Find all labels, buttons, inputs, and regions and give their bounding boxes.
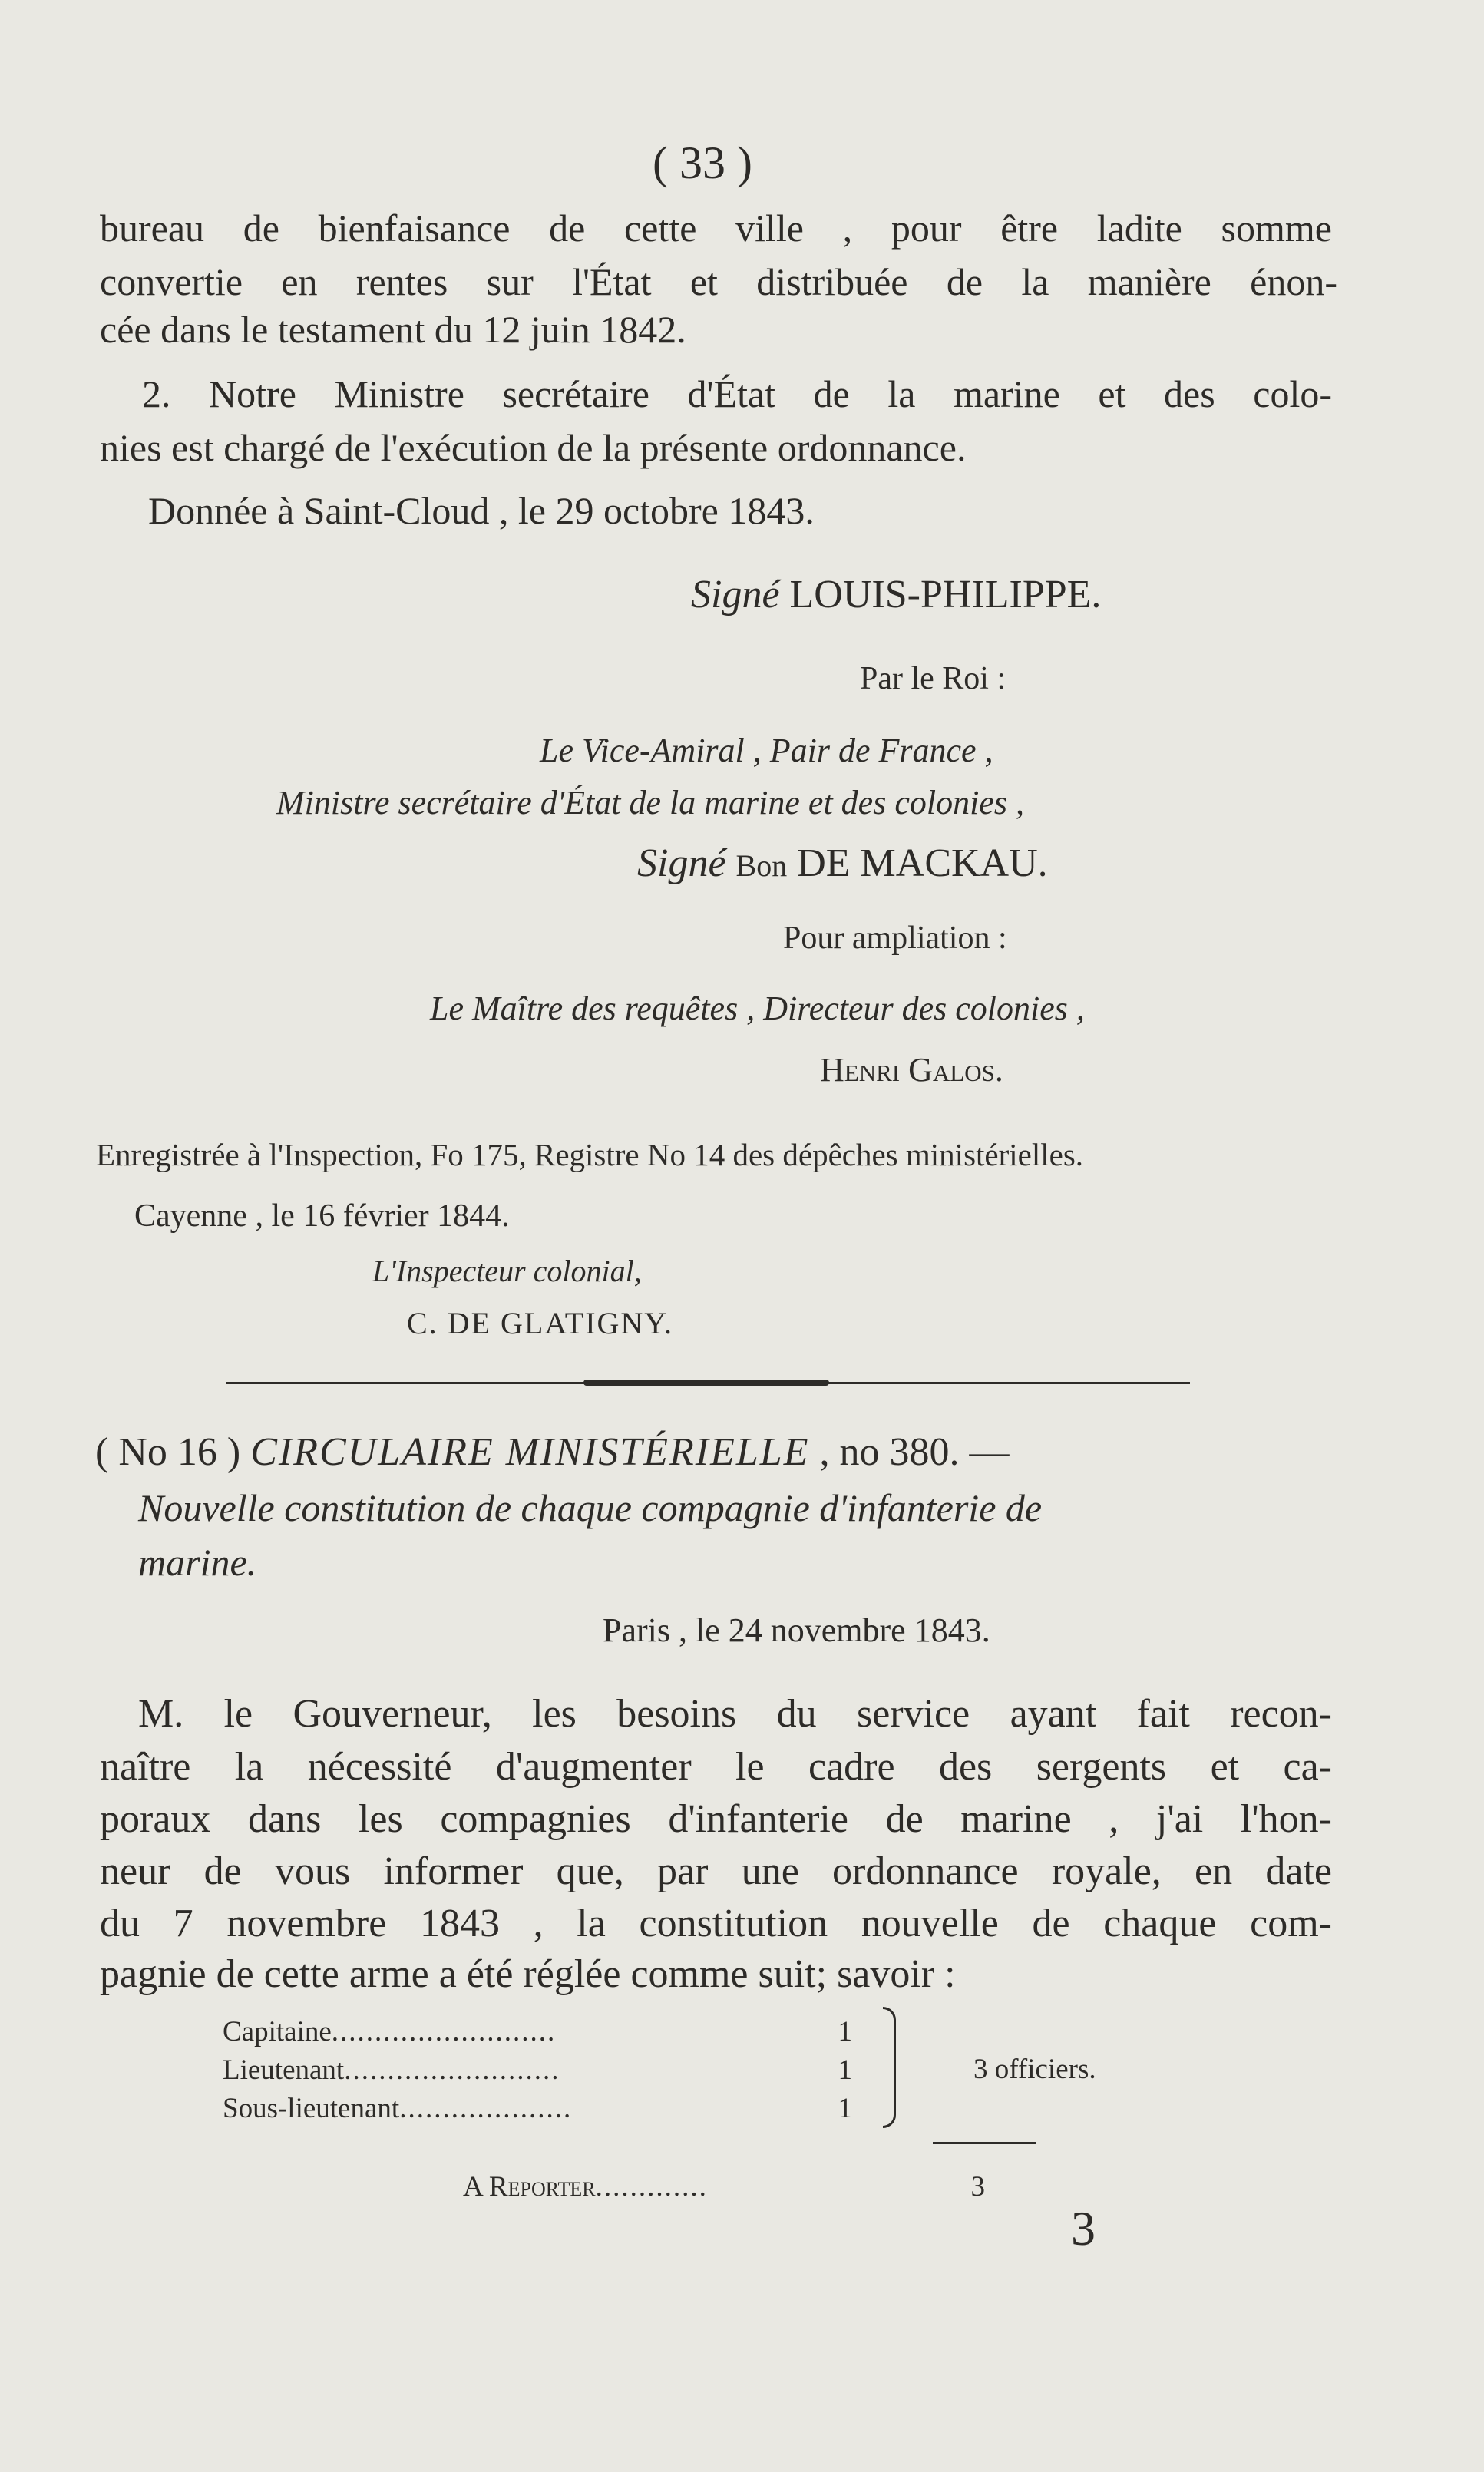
table-row [223,2056,852,2084]
given-at-line: Donnée à Saint-Cloud , le 29 octobre 1843. [148,489,815,532]
minister-name: DE MACKAU. [797,841,1048,885]
leader-dots: ......................... [344,2054,560,2086]
carry-forward-row [463,2173,985,2201]
inspector-title: L'Inspecteur colonial, [372,1254,642,1288]
circular-body-line: neur de vous informer que, par une ordonnance royale, en date [100,1849,1332,1893]
minister-signature [637,841,1048,886]
circular-title: CIRCULAIRE MINISTÉRIELLE [250,1430,810,1474]
circular-body-line: du 7 novembre 1843 , la constitution nouvelle de chaque com- [100,1902,1332,1945]
maitre-title: Le Maître des requêtes , Directeur des colonies , [430,990,1085,1027]
article-line: nies est chargé de l'exécution de la présente ordonnance. [100,426,967,469]
page-number: ( 33 ) [653,137,752,188]
table-brace [883,2007,896,2128]
circular-heading [95,1429,1009,1475]
rank-label: Lieutenant [223,2054,345,2086]
signature-mark: 3 [1071,2201,1096,2256]
rank-count: 1 [838,2054,852,2086]
circular-number: ( No 16 ) [95,1430,241,1474]
inspector-name: C. DE GLATIGNY. [407,1306,674,1340]
rank-count: 1 [838,2093,852,2124]
baron-title: Bon [735,848,788,883]
signed-label: Signé [691,573,780,616]
signed-label: Signé [637,841,726,885]
circular-place-date: Paris , le 24 novembre 1843. [603,1611,990,1649]
officers-total-label: 3 officiers. [973,2054,1096,2085]
section-separator-thick [583,1380,829,1386]
rank-label: Sous-lieutenant [223,2093,400,2124]
table-row [223,2018,852,2046]
circular-reference: , no 380. — [819,1430,1010,1474]
minister-title-line: Ministre secrétaire d'État de la marine et des colonies , [276,784,1024,821]
minister-title-line: Le Vice-Amiral , Pair de France , [540,732,993,769]
circular-body-line: pagnie de cette arme a été réglée comme suit; savoir : [100,1952,956,1996]
rank-count: 1 [838,2016,852,2047]
paragraph-line: bureau de bienfaisance de cette ville , pour être ladite somme [100,207,1332,250]
paragraph-line: cée dans le testament du 12 juin 1842. [100,308,686,351]
circular-body-line: naître la nécessité d'augmenter le cadre des sergents et ca- [100,1745,1332,1789]
king-signature [691,572,1101,617]
king-name: LOUIS-PHILIPPE. [789,573,1102,616]
paragraph-line: convertie en rentes sur l'État et distribuée de la manière énon- [100,260,1337,303]
leader-dots: .................... [399,2093,573,2124]
par-le-roi: Par le Roi : [860,661,1006,696]
maitre-name: Henri Galos. [820,1051,1003,1089]
total-rule [933,2142,1036,2144]
registration-line: Enregistrée à l'Inspection, Fo 175, Registre No 14 des dépêches ministérielles. [96,1137,1084,1172]
circular-body-line: poraux dans les compagnies d'infanterie de marine , j'ai l'hon- [100,1797,1332,1841]
circular-body-line: M. le Gouverneur, les besoins du service ayant fait recon- [138,1692,1332,1736]
circular-subtitle: marine. [138,1541,257,1584]
rank-label: Capitaine [223,2016,332,2047]
carry-label: A Reporter [463,2171,596,2203]
pour-ampliation: Pour ampliation : [783,920,1007,956]
article-line: 2. Notre Ministre secrétaire d'État de la marine et des colo- [142,372,1332,415]
leader-dots: .......................... [331,2016,557,2047]
circular-subtitle: Nouvelle constitution de chaque compagnie d'infanterie de [138,1486,1043,1529]
registration-place-date: Cayenne , le 16 février 1844. [134,1198,510,1234]
carry-total: 3 [970,2171,985,2203]
leader-dots: ............. [595,2171,708,2203]
table-row [223,2094,852,2123]
